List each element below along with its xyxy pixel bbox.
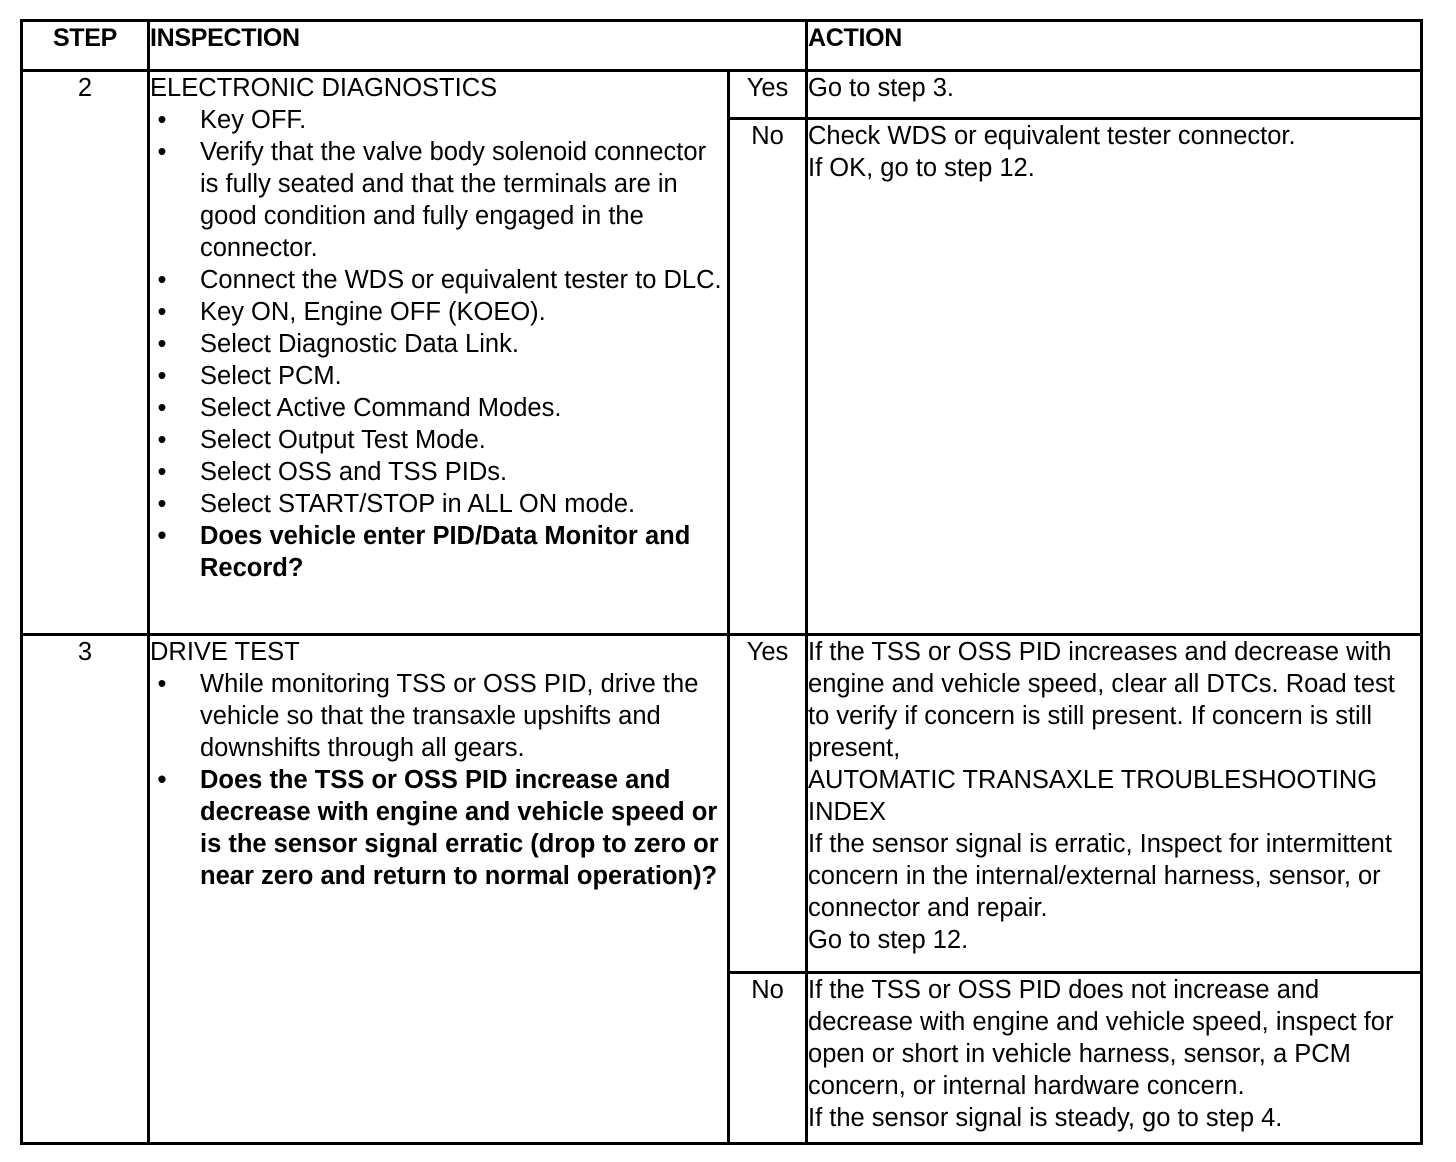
bullet-icon: • xyxy=(157,330,167,358)
action-line: Check WDS or equivalent tester connector. xyxy=(808,122,1296,150)
inspection-step: • Select PCM. xyxy=(150,360,727,392)
bullet-icon: • xyxy=(157,138,167,166)
bullet-icon: • xyxy=(157,394,167,422)
inspection-question: • Does vehicle enter PID/Data Monitor and Record? xyxy=(150,520,727,584)
bullet-icon: • xyxy=(157,426,167,454)
inspection-steps-list xyxy=(150,104,727,584)
inspection-step: • Key OFF. xyxy=(150,104,727,136)
no-label: No xyxy=(729,973,807,1144)
diagnostic-table xyxy=(20,19,1423,1145)
step-2-yes-row xyxy=(22,71,1422,119)
bullet-icon: • xyxy=(157,298,167,326)
header-row xyxy=(22,21,1422,71)
no-action-cell xyxy=(807,973,1422,1144)
bullet-icon: • xyxy=(157,522,167,550)
step-3-yes-row xyxy=(22,635,1422,973)
bullet-icon: • xyxy=(157,766,167,794)
inspection-steps-list xyxy=(150,668,727,892)
action-line: AUTOMATIC TRANSAXLE TROUBLESHOOTING INDEX xyxy=(808,766,1378,826)
yes-action-cell xyxy=(807,635,1422,973)
inspection-step: • Connect the WDS or equivalent tester to DLC. xyxy=(150,264,727,296)
action-line: If the TSS or OSS PID does not increase and decrease with engine and vehicle speed, inspect for open or short in vehicle harness, sensor, a PCM concern, or internal hardware concern. xyxy=(808,976,1394,1100)
bullet-icon: • xyxy=(157,106,167,134)
yes-label: Yes xyxy=(729,635,807,973)
inspection-cell xyxy=(149,71,729,635)
bullet-icon: • xyxy=(157,266,167,294)
inspection-cell xyxy=(149,635,729,1144)
inspection-question: • Does the TSS or OSS PID increase and decrease with engine and vehicle speed or is the sensor signal erratic (drop to zero or near zero and return to normal operation)? xyxy=(150,764,727,892)
action-line: If OK, go to step 12. xyxy=(808,154,1035,182)
inspection-step: • Verify that the valve body solenoid connector is fully seated and that the terminals are in good condition and fully engaged in the connector. xyxy=(150,136,727,264)
step-column-header: STEP xyxy=(22,21,149,71)
inspection-step: • Select Active Command Modes. xyxy=(150,392,727,424)
no-label: No xyxy=(729,119,807,635)
inspection-column-header: INSPECTION xyxy=(149,21,807,71)
action-column-header: ACTION xyxy=(807,21,1422,71)
action-line: If the sensor signal is steady, go to step 4. xyxy=(808,1104,1283,1132)
action-line: If the sensor signal is erratic, Inspect for intermittent concern in the internal/external harness, sensor, or connector and repair. xyxy=(808,830,1392,922)
yes-action-cell xyxy=(807,71,1422,119)
bullet-icon: • xyxy=(157,670,167,698)
bullet-icon: • xyxy=(157,458,167,486)
inspection-step: • While monitoring TSS or OSS PID, drive the vehicle so that the transaxle upshifts and downshifts through all gears. xyxy=(150,668,727,764)
step-number: 3 xyxy=(22,635,149,1144)
inspection-step: • Key ON, Engine OFF (KOEO). xyxy=(150,296,727,328)
no-action-cell xyxy=(807,119,1422,635)
inspection-step: • Select Diagnostic Data Link. xyxy=(150,328,727,360)
bullet-icon: • xyxy=(157,362,167,390)
action-line: Go to step 12. xyxy=(808,926,969,954)
inspection-title: ELECTRONIC DIAGNOSTICS xyxy=(150,74,498,102)
bullet-icon: • xyxy=(157,490,167,518)
inspection-step: • Select START/STOP in ALL ON mode. xyxy=(150,488,727,520)
action-line: If the TSS or OSS PID increases and decrease with engine and vehicle speed, clear all DTCs. Road test to verify if concern is still present. If concern is still present, xyxy=(808,638,1395,762)
diagnostic-procedure-sheet xyxy=(20,19,1420,1145)
inspection-title: DRIVE TEST xyxy=(150,638,300,666)
action-line: Go to step 3. xyxy=(808,74,955,102)
step-number: 2 xyxy=(22,71,149,635)
inspection-step: • Select OSS and TSS PIDs. xyxy=(150,456,727,488)
inspection-step: • Select Output Test Mode. xyxy=(150,424,727,456)
yes-label: Yes xyxy=(729,71,807,119)
